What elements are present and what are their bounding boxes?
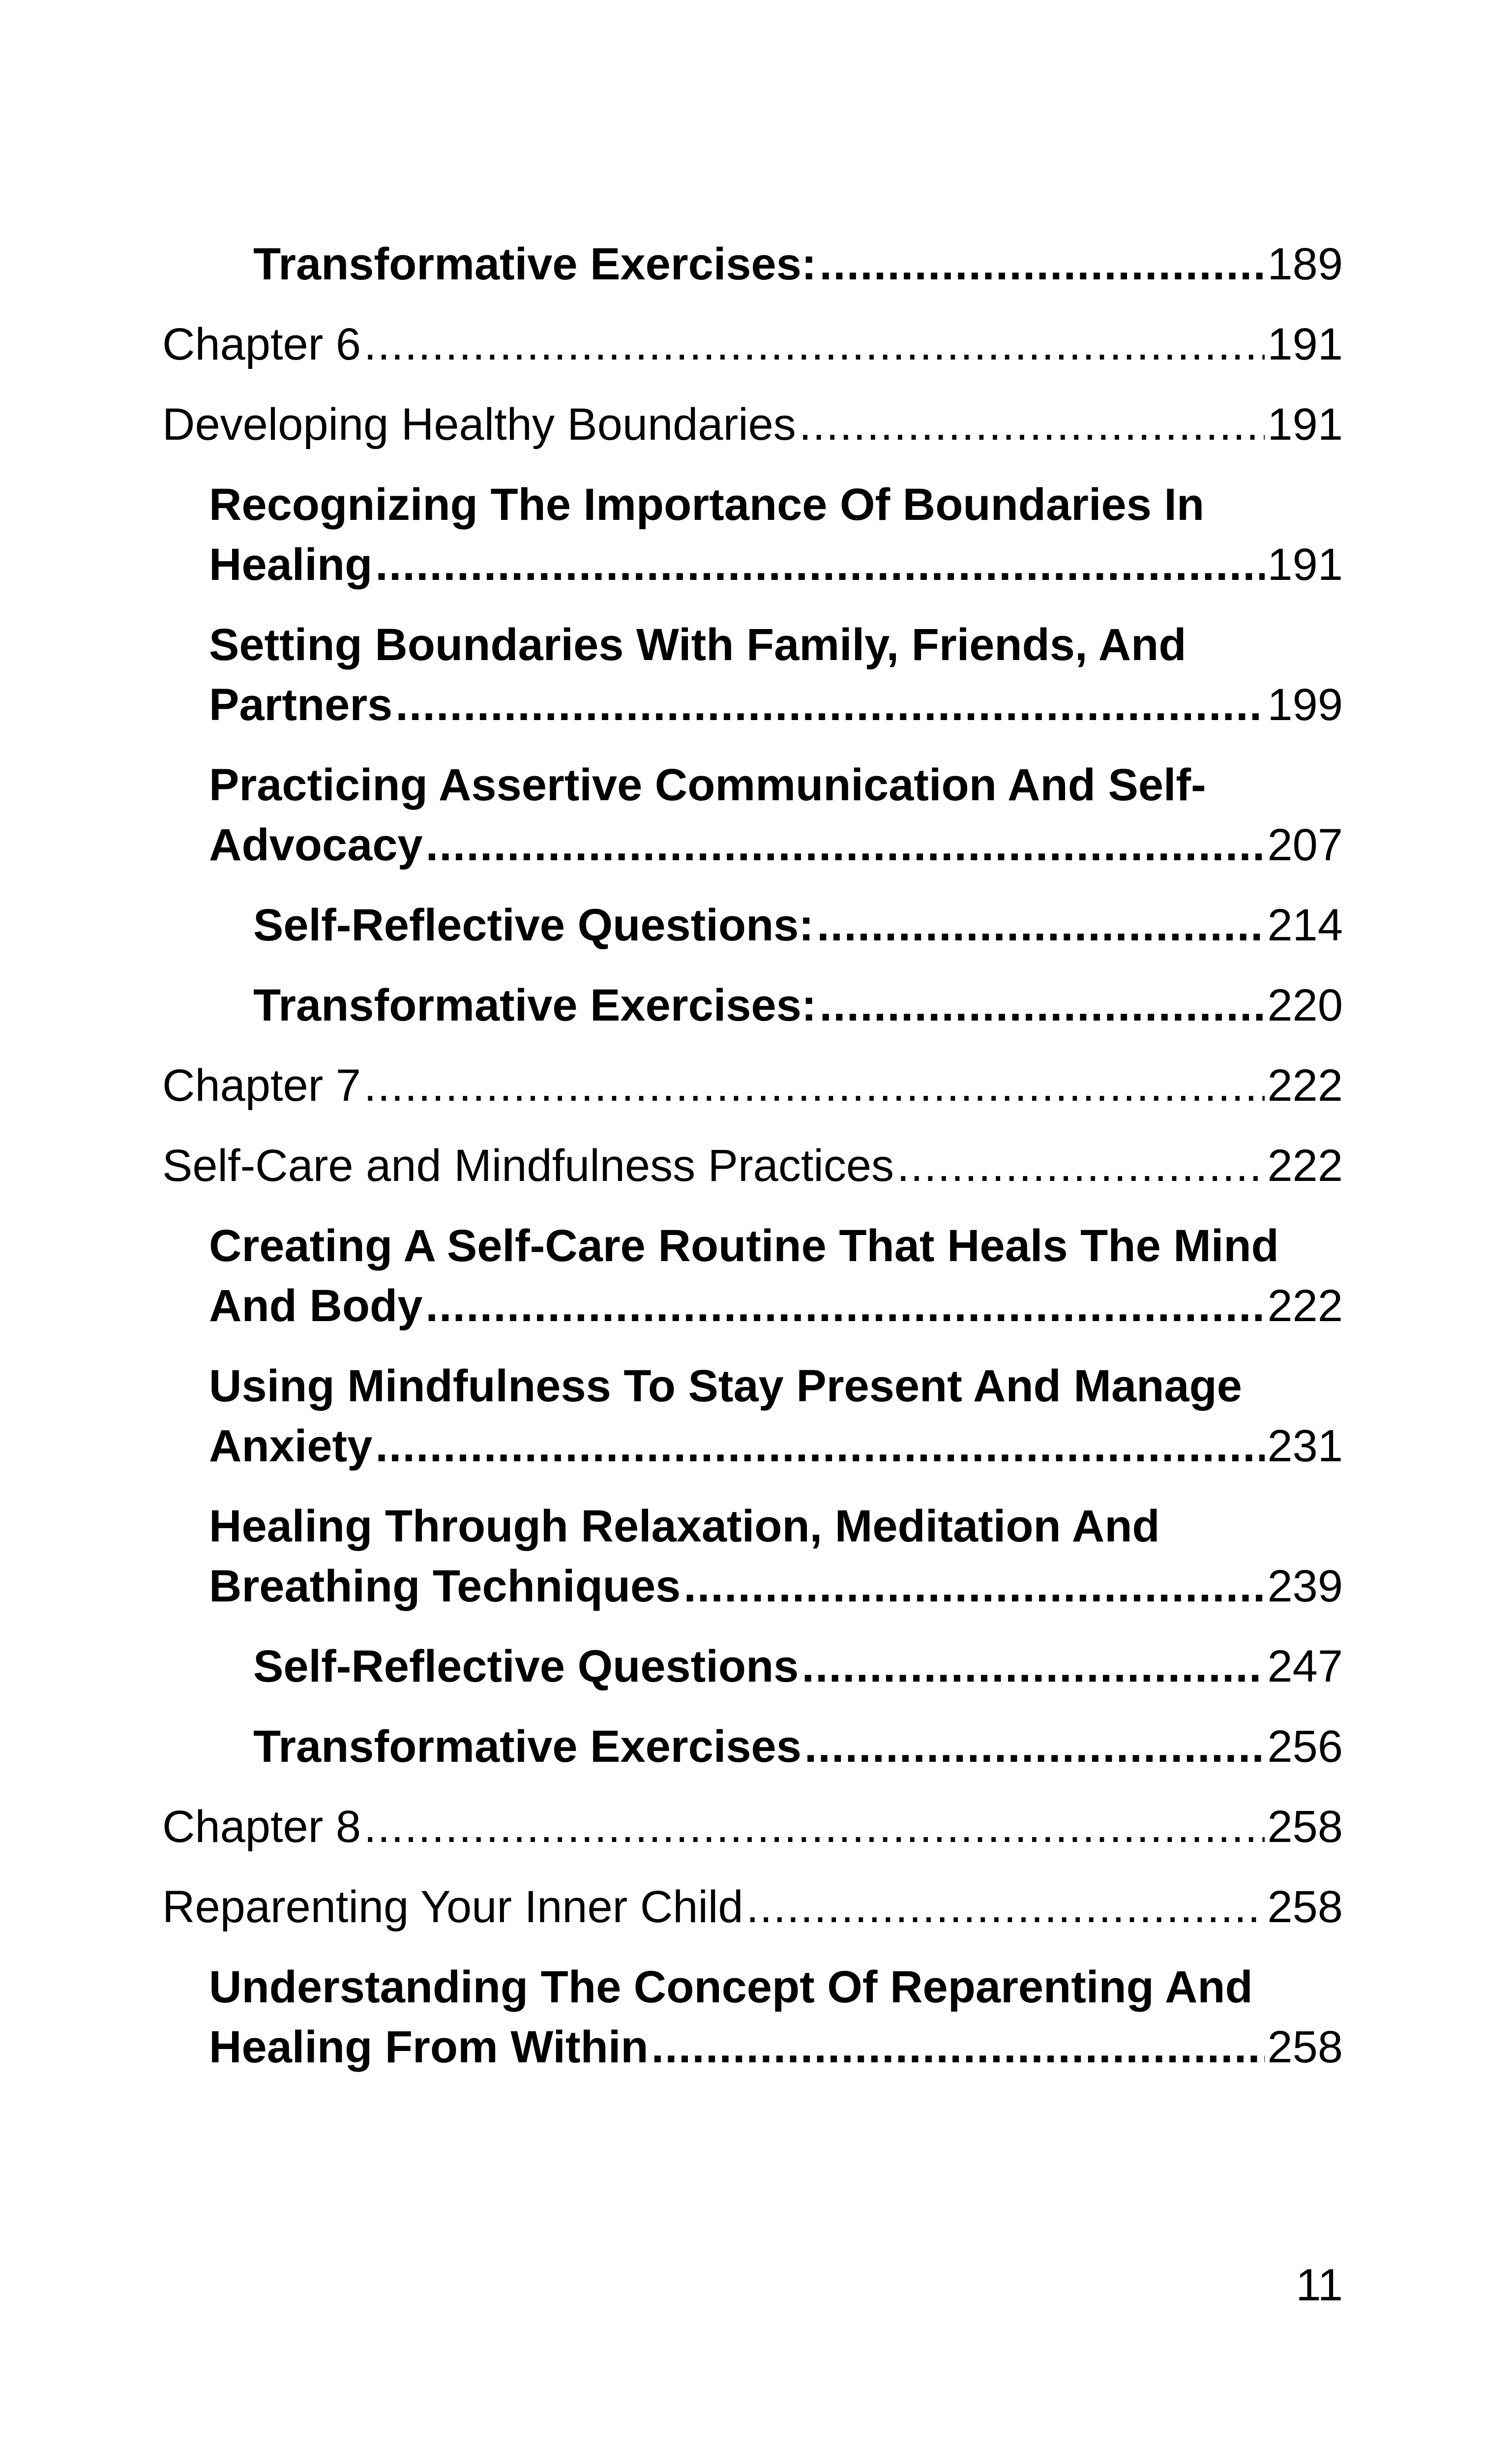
toc-entry-row	[162, 1136, 1343, 1196]
toc-entry-page-number: 199	[1267, 680, 1343, 730]
toc-entry[interactable]	[253, 1717, 1343, 1777]
toc-entry-page-number: 222	[1267, 1141, 1343, 1191]
toc-entry-row	[209, 815, 1343, 875]
dot-leader	[746, 1877, 1265, 1937]
dot-leader	[364, 314, 1264, 374]
toc-entry-page-number: 258	[1267, 1802, 1343, 1852]
toc-entry-title-line: Creating A Self-Care Routine That Heals The Mind	[209, 1221, 1279, 1271]
toc-entry-title-line: Setting Boundaries With Family, Friends, And	[209, 620, 1186, 670]
dot-leader	[804, 1717, 1265, 1777]
toc-entry[interactable]	[162, 314, 1343, 374]
dot-leader	[364, 1056, 1264, 1116]
toc-entry-title-line: Understanding The Concept Of Reparenting And	[209, 1962, 1253, 2012]
toc-entry-title: Advocacy	[209, 820, 423, 870]
toc-entry[interactable]	[162, 1056, 1343, 1116]
toc-entry-page-number: 258	[1267, 2022, 1343, 2072]
toc-entry-row	[253, 1717, 1343, 1777]
toc-entry[interactable]	[209, 1216, 1343, 1336]
page-number: 11	[1296, 2260, 1343, 2310]
toc-entry-title: Transformative Exercises:	[253, 980, 817, 1030]
toc-entry-title: Chapter 7	[162, 1060, 361, 1111]
toc-entry[interactable]	[253, 234, 1343, 294]
dot-leader	[426, 815, 1265, 875]
toc-entry[interactable]	[209, 1957, 1343, 2077]
dot-leader	[425, 1276, 1264, 1336]
toc-entry-page-number: 189	[1267, 239, 1343, 289]
toc-entry-title: Self-Care and Mindfulness Practices	[162, 1141, 894, 1191]
toc-entry[interactable]	[162, 1797, 1343, 1857]
dot-leader	[364, 1797, 1264, 1857]
toc-entry-title: Self-Reflective Questions:	[253, 900, 814, 950]
toc-entry-page-number: 214	[1267, 900, 1343, 950]
toc-entry-row	[209, 2017, 1343, 2077]
dot-leader	[652, 2017, 1265, 2077]
toc-entry-title-line: Healing Through Relaxation, Meditation And	[209, 1501, 1160, 1551]
toc-entry[interactable]	[162, 1136, 1343, 1196]
dot-leader	[820, 234, 1265, 294]
dot-leader	[683, 1556, 1264, 1616]
toc-entry-page-number: 222	[1267, 1060, 1343, 1111]
toc-entry[interactable]	[209, 1496, 1343, 1616]
toc-entry-row	[253, 975, 1343, 1035]
toc-entry-title: Reparenting Your Inner Child	[162, 1882, 743, 1932]
toc-entry-title: And Body	[209, 1281, 423, 1331]
toc-entry-title: Chapter 8	[162, 1802, 361, 1852]
toc-entry-row	[209, 1276, 1343, 1336]
toc-entry-row	[253, 234, 1343, 294]
toc-entry[interactable]	[253, 895, 1343, 955]
toc-entry-title: Transformative Exercises:	[253, 239, 817, 289]
toc-entry-page-number: 191	[1267, 319, 1343, 369]
toc-entry-title: Developing Healthy Boundaries	[162, 399, 796, 450]
toc-entry-title: Healing From Within	[209, 2022, 649, 2072]
toc-entry-title: Transformative Exercises	[253, 1721, 801, 1772]
toc-entry-title: Chapter 6	[162, 319, 361, 369]
toc-entry-page-number: 239	[1267, 1561, 1343, 1611]
toc-entry-title-line: Recognizing The Importance Of Boundaries In	[209, 480, 1205, 530]
toc-entry-page-number: 222	[1267, 1281, 1343, 1331]
toc-entry-title-line: Using Mindfulness To Stay Present And Manage	[209, 1361, 1242, 1411]
toc-entry[interactable]	[162, 1877, 1343, 1937]
toc-entry-row	[162, 394, 1343, 454]
toc-entry-page-number: 191	[1267, 399, 1343, 450]
toc-entry[interactable]	[209, 475, 1343, 595]
toc-entry-title: Healing	[209, 540, 373, 590]
toc-entry-title: Self-Reflective Questions	[253, 1641, 799, 1691]
dot-leader	[820, 975, 1265, 1035]
toc-entry-title: Breathing Techniques	[209, 1561, 681, 1611]
toc-entry-row	[253, 1636, 1343, 1696]
toc-entry-page-number: 220	[1267, 980, 1343, 1030]
toc-entry[interactable]	[253, 1636, 1343, 1696]
toc-entry-row	[253, 895, 1343, 955]
dot-leader	[817, 895, 1264, 955]
toc-entry-row	[209, 675, 1343, 735]
toc-entry-page-number: 247	[1267, 1641, 1343, 1691]
toc-entry-row	[162, 314, 1343, 374]
toc-entry-page-number: 258	[1267, 1882, 1343, 1932]
toc-entry-page-number: 191	[1267, 540, 1343, 590]
dot-leader	[395, 675, 1264, 735]
toc-entry-row	[209, 1556, 1343, 1616]
toc-entry-row	[162, 1877, 1343, 1937]
dot-leader	[799, 394, 1265, 454]
dot-leader	[375, 535, 1264, 595]
toc-entry-row	[209, 535, 1343, 595]
toc-entry-row	[209, 1416, 1343, 1476]
toc-entry-page-number: 256	[1267, 1721, 1343, 1772]
toc-entry[interactable]	[209, 1356, 1343, 1476]
dot-leader	[375, 1416, 1264, 1476]
toc-entry-row	[162, 1797, 1343, 1857]
toc-entry-title: Anxiety	[209, 1421, 373, 1471]
toc-entry[interactable]	[162, 394, 1343, 454]
dot-leader	[801, 1636, 1264, 1696]
toc-entry-title: Partners	[209, 680, 393, 730]
toc-entry[interactable]	[253, 975, 1343, 1035]
toc-entry-row	[162, 1056, 1343, 1116]
toc-entry[interactable]	[209, 755, 1343, 875]
toc-entry-page-number: 231	[1267, 1421, 1343, 1471]
toc-entry-title-line: Practicing Assertive Communication And Self-	[209, 760, 1206, 810]
toc-entry-page-number: 207	[1267, 820, 1343, 870]
dot-leader	[897, 1136, 1265, 1196]
toc-entry[interactable]	[209, 615, 1343, 735]
